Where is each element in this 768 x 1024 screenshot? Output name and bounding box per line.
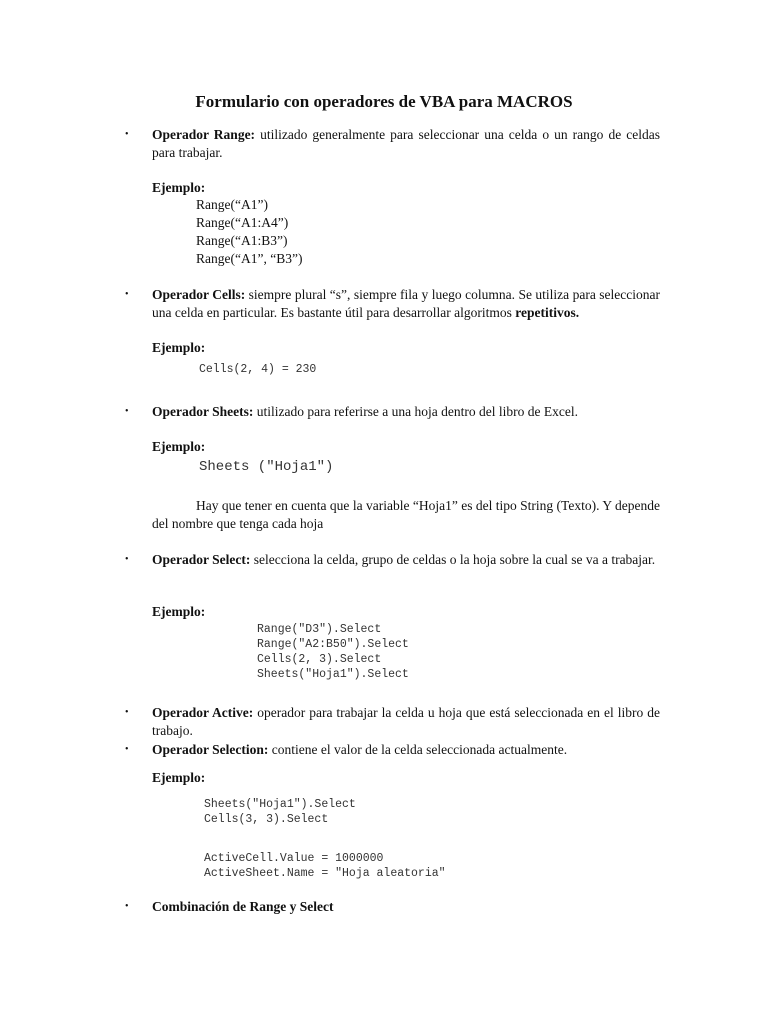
- active-term: Operador Active:: [152, 705, 254, 720]
- combo-paragraph: [152, 898, 660, 916]
- cells-example-label: Ejemplo:: [152, 340, 206, 355]
- bullet-icon: •: [125, 554, 129, 565]
- sheets-note: Hay que tener en cuenta que la variable “Hoja1” es del tipo String (Texto). Y depende del nombre que tenga cada hoja: [152, 498, 660, 531]
- select-text: selecciona la celda, grupo de celdas o la hoja sobre la cual se va a trabajar.: [250, 552, 656, 567]
- cells-code: Cells(2, 4) = 230: [199, 363, 317, 376]
- document-title: Formulario con operadores de VBA para MACROS: [195, 92, 573, 111]
- range-example-2: Range(“A1:A4”): [196, 215, 289, 230]
- range-paragraph: [152, 126, 660, 161]
- range-example-3: Range(“A1:B3”): [196, 233, 288, 248]
- selection-code-line-4: ActiveSheet.Name = "Hoja aleatoria": [204, 867, 446, 880]
- select-code-line-2: Range("A2:B50").Select: [257, 638, 409, 651]
- selection-term: Operador Selection:: [152, 742, 269, 757]
- range-example-4: Range(“A1”, “B3”): [196, 251, 303, 266]
- selection-text: contiene el valor de la celda seleccionada actualmente.: [268, 742, 568, 757]
- range-text: utilizado generalmente para seleccionar una celda o un rango de celdas para trabajar.: [152, 127, 661, 160]
- bullet-icon: •: [125, 129, 129, 140]
- sheets-paragraph: [152, 403, 660, 421]
- bullet-icon: •: [125, 406, 129, 417]
- select-code-line-3: Cells(2, 3).Select: [257, 653, 382, 666]
- cells-paragraph: [152, 286, 660, 321]
- select-example-label: Ejemplo:: [152, 604, 206, 619]
- bullet-icon: •: [125, 289, 129, 300]
- range-example-1: Range(“A1”): [196, 197, 268, 212]
- select-term: Operador Select:: [152, 552, 251, 567]
- select-code-line-1: Range("D3").Select: [257, 623, 382, 636]
- sheets-text: utilizado para referirse a una hoja dentro del libro de Excel.: [253, 404, 578, 419]
- combo-term: Combinación de Range y Select: [152, 899, 334, 914]
- selection-code-line-2: Cells(3, 3).Select: [204, 813, 329, 826]
- cells-text-bold: repetitivos.: [515, 304, 580, 320]
- active-paragraph: [152, 704, 660, 739]
- selection-paragraph: [152, 741, 660, 759]
- bullet-icon: •: [125, 744, 129, 755]
- cells-term: Operador Cells:: [152, 287, 246, 302]
- range-term: Operador Range:: [152, 127, 256, 142]
- selection-example-label: Ejemplo:: [152, 770, 206, 785]
- select-code-line-4: Sheets("Hoja1").Select: [257, 668, 409, 681]
- active-text: operador para trabajar la celda u hoja que está seleccionada en el libro de trabajo.: [152, 705, 661, 738]
- sheets-term: Operador Sheets:: [152, 404, 254, 419]
- sheets-example-label: Ejemplo:: [152, 439, 206, 454]
- sheets-code: Sheets ("Hoja1"): [199, 459, 334, 475]
- select-paragraph: [152, 551, 660, 569]
- cells-text: siempre plural “s”, siempre fila y luego columna. Se utiliza para seleccionar una celda en particular. Es bastante útil para desarrollar algoritmos: [152, 287, 660, 320]
- bullet-icon: •: [125, 707, 129, 718]
- bullet-icon: •: [125, 901, 129, 912]
- selection-code-line-3: ActiveCell.Value = 1000000: [204, 852, 384, 865]
- selection-code-line-1: Sheets("Hoja1").Select: [204, 798, 356, 811]
- range-example-label: Ejemplo:: [152, 180, 206, 195]
